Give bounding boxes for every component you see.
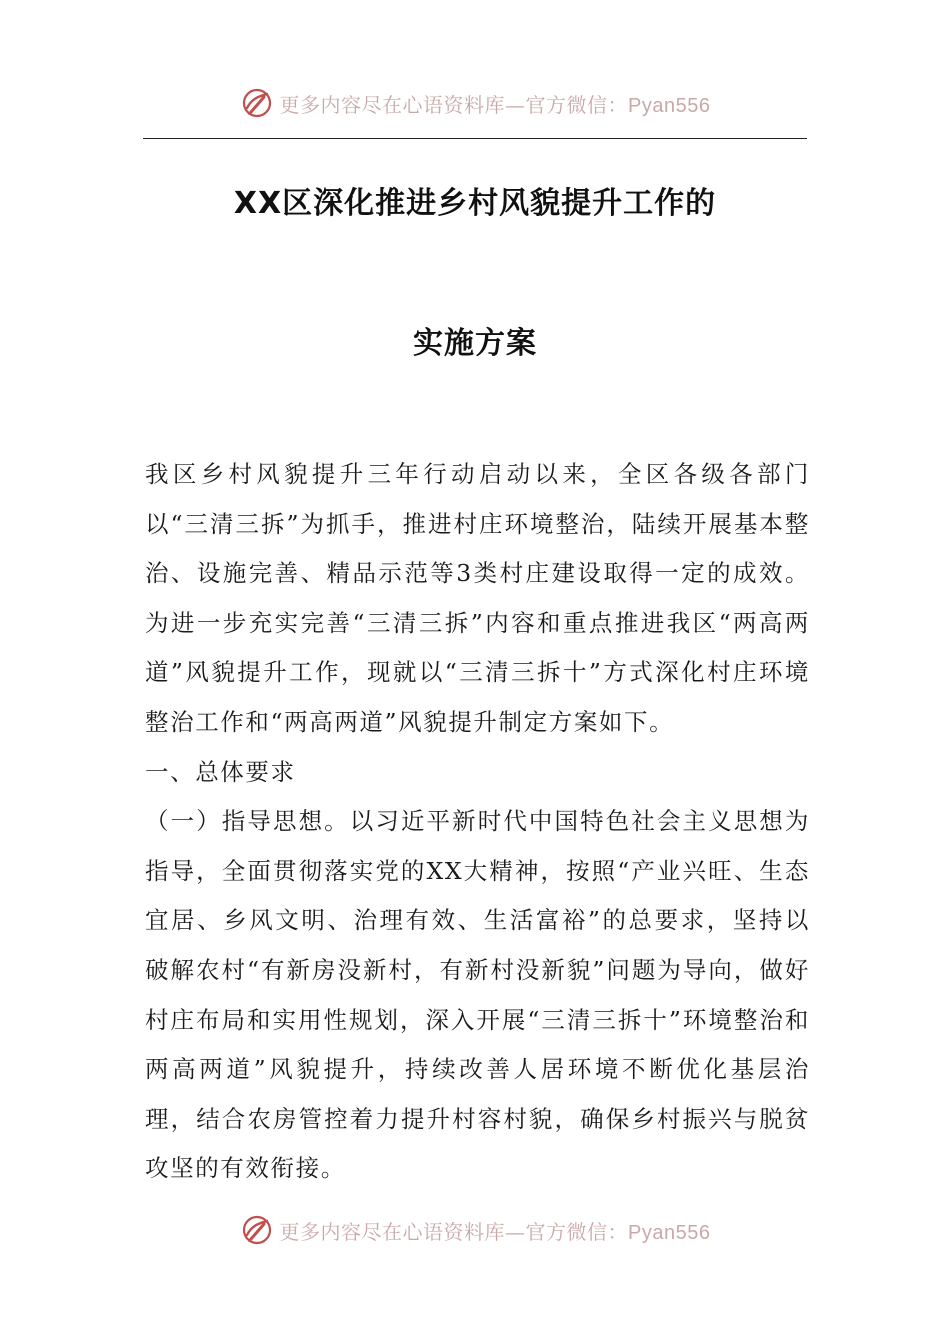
watermark-wechat-id: Pyan556 bbox=[628, 1221, 711, 1244]
watermark-group bbox=[240, 1213, 711, 1247]
watermark-text: 更多内容尽在心语资料库—官方微信：Pyan556 bbox=[279, 1219, 711, 1244]
watermark-text: 更多内容尽在心语资料库—官方微信：Pyan556 bbox=[279, 92, 711, 117]
intro-paragraph: 我区乡村风貌提升三年行动启动以来，全区各级各部门以“三清三拆”为抓手，推进村庄环境整治，陆续开展基本整治、设施完善、精品示范等3类村庄建设取得一定的成效。为进一步充实完善“三清三拆”内容和重点推进我区“两高两道”风貌提升工作，现就以“三清三拆十”方式深化村庄环境整治工作和“两高两道”风貌提升制定方案如下。 bbox=[145, 460, 810, 736]
footer-watermark-banner bbox=[0, 1210, 950, 1250]
document-title-line-2: 实施方案 bbox=[413, 326, 537, 361]
document-title-line-1: XX区深化推进乡村风貌提升工作的 bbox=[233, 186, 717, 221]
watermark-group bbox=[240, 86, 711, 120]
header-watermark-banner bbox=[0, 83, 950, 123]
header-divider bbox=[143, 138, 807, 139]
section-1-paragraph: （一）指导思想。以习近平新时代中国特色社会主义思想为指导，全面贯彻落实党的XX大精神，按照“产业兴旺、生态宜居、乡风文明、治理有效、生活富裕”的总要求，坚持以破解农村“有新房没新村，有新村没新貌”问题为导向，做好村庄布局和实用性规划，深入开展“三清三拆十”环境整治和两高两道”风貌提升，持续改善人居环境不断优化基层治理，结合农房管控着力提升村容村貌，确保乡村振兴与脱贫攻坚的有效衔接。 bbox=[145, 807, 810, 1183]
pen-swirl-logo-icon bbox=[240, 1213, 274, 1247]
watermark-wechat-id: Pyan556 bbox=[628, 94, 711, 117]
section-1-heading: 一、总体要求 bbox=[145, 757, 296, 786]
document-body bbox=[145, 450, 810, 1194]
pen-swirl-logo-icon bbox=[240, 86, 274, 120]
